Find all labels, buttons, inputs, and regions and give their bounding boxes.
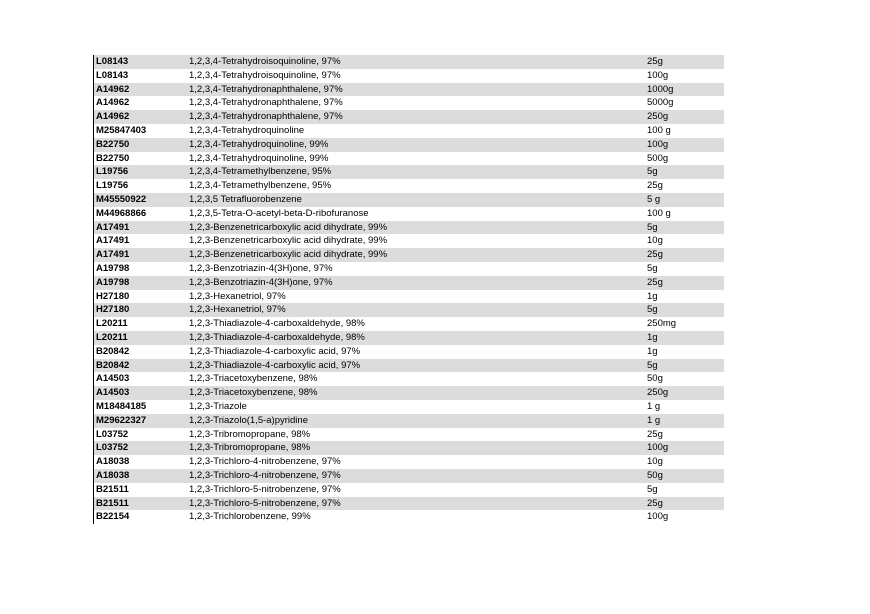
product-name: 1,2,3,5 Tetrafluorobenzene	[189, 193, 302, 205]
package-size: 100g	[647, 442, 669, 454]
product-name: 1,2,3-Benzenetricarboxylic acid dihydrate, 99%	[189, 235, 388, 247]
product-name: 1,2,3,5-Tetra-O-acetyl-beta-D-ribofuranose	[189, 207, 369, 219]
product-code: L19756	[96, 166, 129, 178]
product-code: B22750	[96, 152, 130, 164]
product-code: L20211	[96, 331, 128, 343]
package-size: 1 g	[647, 400, 661, 412]
product-code: B20842	[96, 359, 130, 371]
product-code: M45550922	[96, 193, 147, 205]
product-code: A14962	[96, 97, 130, 109]
product-name: 1,2,3-Thiadiazole-4-carboxylic acid, 97%	[189, 359, 361, 371]
table-row	[94, 262, 724, 276]
product-code: A14962	[96, 111, 130, 123]
table-row	[94, 469, 724, 483]
table-row	[94, 96, 724, 110]
product-name: 1,2,3-Triazole	[189, 400, 247, 412]
table-row	[94, 207, 724, 221]
product-code: L19756	[96, 180, 129, 192]
product-name: 1,2,3,4-Tetrahydroisoquinoline, 97%	[189, 69, 341, 81]
table-row	[94, 276, 724, 290]
product-code: A19798	[96, 262, 130, 274]
product-code: A17491	[96, 235, 130, 247]
package-size: 5g	[647, 359, 658, 371]
package-size: 100 g	[647, 207, 671, 219]
table-row	[94, 359, 724, 373]
product-code: M18484185	[96, 400, 147, 412]
product-name: 1,2,3-Benzotriazin-4(3H)one, 97%	[189, 276, 333, 288]
product-name: 1,2,3-Thiadiazole-4-carboxylic acid, 97%	[189, 345, 361, 357]
table-row	[94, 441, 724, 455]
product-code: A18038	[96, 469, 130, 481]
product-code: A14503	[96, 387, 130, 399]
product-code: A18038	[96, 456, 130, 468]
package-size: 500g	[647, 152, 669, 164]
product-code: L08143	[96, 56, 129, 67]
table-row	[94, 69, 724, 83]
package-size: 5g	[647, 304, 658, 316]
table-row	[94, 483, 724, 497]
product-name: 1,2,3-Trichloro-5-nitrobenzene, 97%	[189, 483, 341, 495]
product-name: 1,2,3-Tribromopropane, 98%	[189, 428, 311, 440]
package-size: 5g	[647, 221, 658, 233]
package-size: 25g	[647, 56, 663, 67]
package-size: 50g	[647, 469, 663, 481]
package-size: 100g	[647, 69, 669, 81]
product-name: 1,2,3-Hexanetriol, 97%	[189, 304, 286, 316]
product-code: A14962	[96, 83, 130, 95]
product-code: B21511	[96, 497, 129, 509]
table-row	[94, 179, 724, 193]
package-size: 50g	[647, 373, 663, 385]
table-row	[94, 248, 724, 262]
product-code: A19798	[96, 276, 130, 288]
package-size: 5000g	[647, 97, 674, 109]
product-name: 1,2,3,4-Tetrahydronaphthalene, 97%	[189, 97, 343, 109]
product-code: B20842	[96, 345, 130, 357]
table-row	[94, 510, 724, 524]
package-size: 25g	[647, 428, 663, 440]
package-size: 1g	[647, 331, 658, 343]
package-size: 10g	[647, 235, 663, 247]
table-row	[94, 331, 724, 345]
product-name: 1,2,3,4-Tetramethylbenzene, 95%	[189, 180, 332, 192]
package-size: 100g	[647, 138, 669, 150]
product-name: 1,2,3,4-Tetrahydronaphthalene, 97%	[189, 111, 343, 123]
product-name: 1,2,3-Trichloro-4-nitrobenzene, 97%	[189, 456, 341, 468]
product-code: H27180	[96, 304, 130, 316]
product-name: 1,2,3-Thiadiazole-4-carboxaldehyde, 98%	[189, 318, 365, 330]
table-row	[94, 124, 724, 138]
table-row	[94, 400, 724, 414]
table-row	[94, 290, 724, 304]
product-name: 1,2,3-Thiadiazole-4-carboxaldehyde, 98%	[189, 331, 365, 343]
product-name: 1,2,3-Triazolo(1,5-a)pyridine	[189, 414, 308, 426]
table-row	[94, 345, 724, 359]
table-row	[94, 317, 724, 331]
table-row	[94, 193, 724, 207]
table-row	[94, 138, 724, 152]
product-code: A17491	[96, 221, 130, 233]
product-name: 1,2,3-Benzenetricarboxylic acid dihydrate, 99%	[189, 221, 388, 233]
product-code: L20211	[96, 318, 128, 330]
table-row	[94, 165, 724, 179]
table-row	[94, 372, 724, 386]
product-code: L03752	[96, 428, 129, 440]
package-size: 250mg	[647, 318, 677, 330]
table-row	[94, 152, 724, 166]
table-row	[94, 497, 724, 511]
table-row	[94, 455, 724, 469]
package-size: 5g	[647, 483, 658, 495]
product-code: L08143	[96, 69, 129, 81]
table-row	[94, 234, 724, 248]
table-row	[94, 55, 724, 69]
product-name: 1,2,3,4-Tetrahydroquinoline, 99%	[189, 138, 329, 150]
product-code: H27180	[96, 290, 130, 302]
product-name: 1,2,3-Hexanetriol, 97%	[189, 290, 286, 302]
package-size: 1 g	[647, 414, 661, 426]
package-size: 250g	[647, 111, 669, 123]
product-name: 1,2,3,4-Tetramethylbenzene, 95%	[189, 166, 332, 178]
package-size: 100g	[647, 511, 669, 523]
package-size: 1g	[647, 345, 658, 357]
package-size: 5 g	[647, 193, 661, 205]
table-row	[94, 414, 724, 428]
product-code: L03752	[96, 442, 129, 454]
product-code: B22750	[96, 138, 130, 150]
product-code: B21511	[96, 483, 129, 495]
table-row	[94, 428, 724, 442]
product-name: 1,2,3-Benzotriazin-4(3H)one, 97%	[189, 262, 333, 274]
product-name: 1,2,3-Triacetoxybenzene, 98%	[189, 373, 318, 385]
package-size: 1000g	[647, 83, 674, 95]
table-row	[94, 386, 724, 400]
table-row	[94, 83, 724, 97]
package-size: 1g	[647, 290, 658, 302]
product-name: 1,2,3-Tribromopropane, 98%	[189, 442, 311, 454]
product-table	[93, 55, 724, 524]
product-code: A17491	[96, 249, 130, 261]
package-size: 10g	[647, 456, 663, 468]
table-row	[94, 221, 724, 235]
product-name: 1,2,3-Triacetoxybenzene, 98%	[189, 387, 318, 399]
product-name: 1,2,3,4-Tetrahydroquinoline, 99%	[189, 152, 329, 164]
product-name: 1,2,3,4-Tetrahydronaphthalene, 97%	[189, 83, 343, 95]
product-name: 1,2,3,4-Tetrahydroisoquinoline, 97%	[189, 56, 341, 67]
product-code: A14503	[96, 373, 130, 385]
product-name: 1,2,3-Trichlorobenzene, 99%	[189, 511, 311, 523]
product-name: 1,2,3-Trichloro-4-nitrobenzene, 97%	[189, 469, 341, 481]
package-size: 5g	[647, 166, 658, 178]
package-size: 100 g	[647, 124, 671, 136]
product-name: 1,2,3,4-Tetrahydroquinoline	[189, 124, 305, 136]
product-code: B22154	[96, 511, 130, 523]
product-name: 1,2,3-Benzenetricarboxylic acid dihydrate, 99%	[189, 249, 388, 261]
table-row	[94, 110, 724, 124]
product-code: M29622327	[96, 414, 147, 426]
package-size: 25g	[647, 276, 663, 288]
table-row	[94, 303, 724, 317]
package-size: 25g	[647, 497, 663, 509]
package-size: 25g	[647, 249, 663, 261]
product-code: M44968866	[96, 207, 147, 219]
package-size: 250g	[647, 387, 669, 399]
package-size: 5g	[647, 262, 658, 274]
product-name: 1,2,3-Trichloro-5-nitrobenzene, 97%	[189, 497, 341, 509]
package-size: 25g	[647, 180, 663, 192]
product-code: M25847403	[96, 124, 147, 136]
